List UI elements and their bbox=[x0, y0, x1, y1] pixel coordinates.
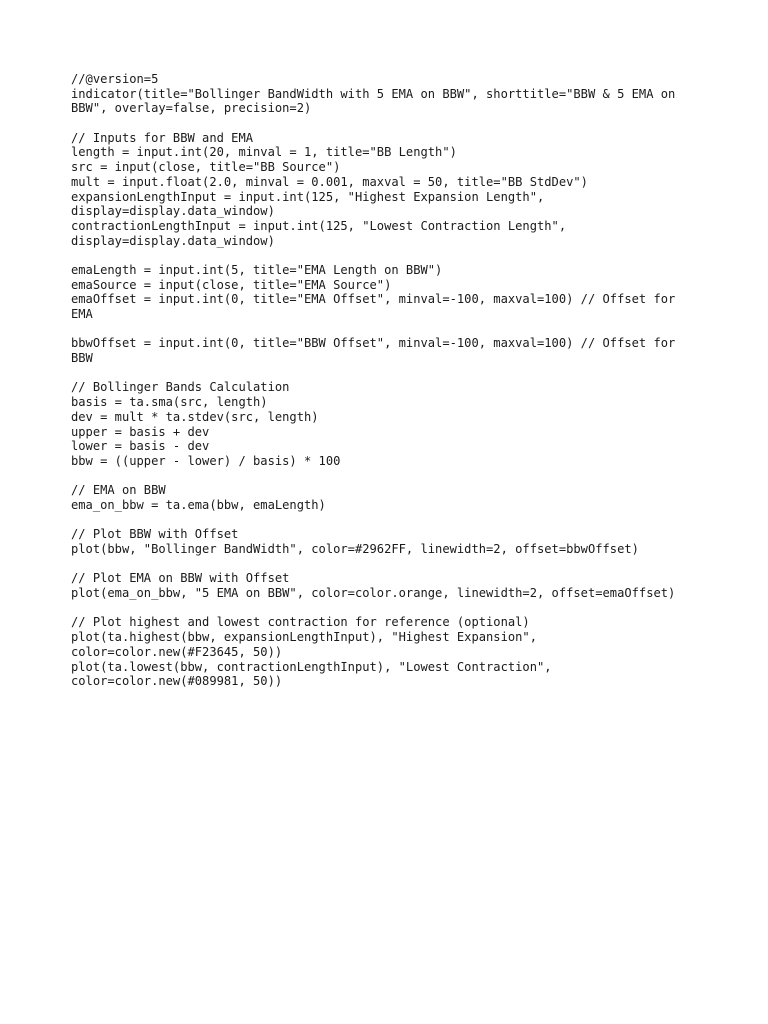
blank-line bbox=[71, 248, 711, 263]
code-line: contractionLengthInput = input.int(125, "Lowest Contraction Length", bbox=[71, 218, 567, 233]
code-line: emaOffset = input.int(0, title="EMA Offset", minval=-100, maxval=100) // Offset for bbox=[71, 292, 676, 307]
code-line: BBW", overlay=false, precision=2) bbox=[71, 101, 312, 116]
code-line: // EMA on BBW bbox=[71, 483, 166, 498]
code-line: EMA bbox=[71, 307, 93, 321]
code-line: indicator(title="Bollinger BandWidth with 5 EMA on BBW", shorttitle="BBW & 5 EMA on bbox=[71, 86, 676, 101]
code-line: // Inputs for BBW and EMA bbox=[71, 130, 254, 145]
blank-line bbox=[71, 366, 711, 381]
code-line: length = input.int(20, minval = 1, title="BB Length") bbox=[71, 145, 457, 160]
code-line: display=display.data_window) bbox=[71, 233, 275, 248]
code-line: plot(ta.lowest(bbw, contractionLengthInput), "Lowest Contraction", bbox=[71, 659, 552, 674]
code-line: src = input(close, title="BB Source") bbox=[71, 160, 341, 175]
blank-line bbox=[71, 601, 711, 616]
code-line: bbwOffset = input.int(0, title="BBW Offset", minval=-100, maxval=100) // Offset for bbox=[71, 336, 676, 351]
code-line: // Plot BBW with Offset bbox=[71, 527, 239, 542]
code-line: emaLength = input.int(5, title="EMA Length on BBW") bbox=[71, 262, 443, 277]
code-line: //@version=5 bbox=[71, 72, 159, 86]
code-line: plot(ema_on_bbw, "5 EMA on BBW", color=color.orange, linewidth=2, offset=emaOffset) bbox=[71, 586, 676, 601]
code-line: dev = mult * ta.stdev(src, length) bbox=[71, 409, 319, 424]
code-line: bbw = ((upper - lower) / basis) * 100 bbox=[71, 453, 341, 468]
code-line: color=color.new(#F23645, 50)) bbox=[71, 644, 283, 659]
blank-line bbox=[71, 557, 711, 572]
code-line: mult = input.float(2.0, minval = 0.001, maxval = 50, title="BB StdDev") bbox=[71, 174, 588, 189]
code-line: // Plot highest and lowest contraction for reference (optional) bbox=[71, 615, 530, 630]
code-line: expansionLengthInput = input.int(125, "Highest Expansion Length", bbox=[71, 189, 545, 204]
code-line: basis = ta.sma(src, length) bbox=[71, 395, 268, 410]
code-line: BBW bbox=[71, 351, 93, 366]
code-document bbox=[71, 72, 711, 689]
code-line: display=display.data_window) bbox=[71, 204, 275, 219]
blank-line bbox=[71, 116, 711, 131]
code-line: ema_on_bbw = ta.ema(bbw, emaLength) bbox=[71, 497, 326, 512]
code-line: // Plot EMA on BBW with Offset bbox=[71, 571, 290, 586]
blank-line bbox=[71, 469, 711, 484]
code-line: upper = basis + dev bbox=[71, 424, 210, 439]
code-line: plot(bbw, "Bollinger BandWidth", color=#2962FF, linewidth=2, offset=bbwOffset) bbox=[71, 542, 639, 556]
code-line: lower = basis - dev bbox=[71, 439, 210, 454]
blank-line bbox=[71, 513, 711, 528]
code-line: plot(ta.highest(bbw, expansionLengthInput), "Highest Expansion", bbox=[71, 630, 537, 645]
blank-line bbox=[71, 322, 711, 337]
code-line: // Bollinger Bands Calculation bbox=[71, 380, 290, 395]
code-line: color=color.new(#089981, 50)) bbox=[71, 674, 283, 689]
code-line: emaSource = input(close, title="EMA Source") bbox=[71, 277, 392, 292]
